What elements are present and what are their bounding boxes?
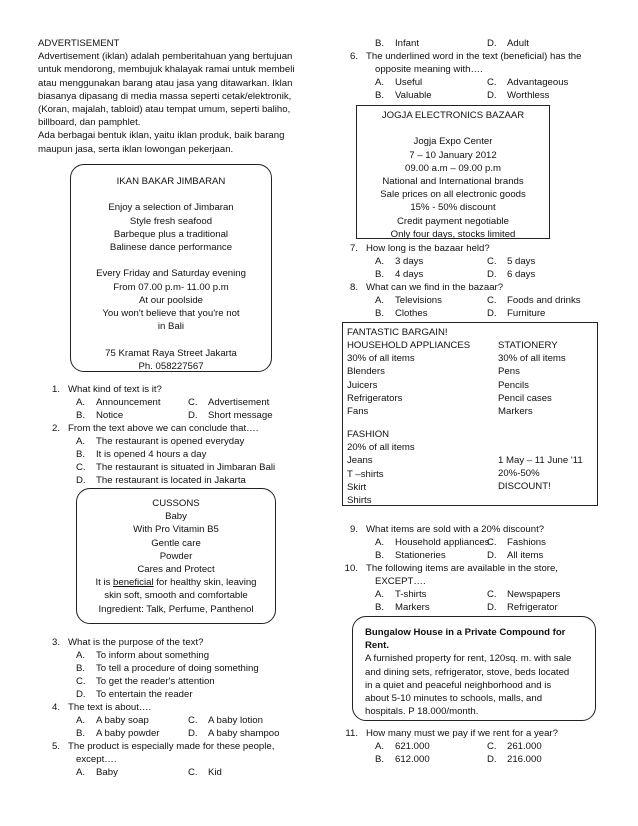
ad-line: Juicers xyxy=(347,379,378,391)
option-b[interactable]: B. Markers xyxy=(375,602,430,613)
intro-line: Ada berbagai bentuk iklan, yaitu iklan produk, baik barang xyxy=(38,130,285,142)
stationery-column xyxy=(498,339,566,418)
ad-line: From 07.00 p.m- 11.00 p.m xyxy=(113,281,229,293)
option-c[interactable]: C. Advantageous xyxy=(487,77,569,88)
question-2: 2. From the text above we can conclude that…. xyxy=(51,423,259,434)
ad-line xyxy=(71,188,271,201)
question-4: 4. The text is about…. xyxy=(51,702,152,713)
option-d[interactable]: D. 6 days xyxy=(487,269,536,280)
ad-ikan-bakar xyxy=(70,164,272,372)
option-d[interactable]: D. Refrigerator xyxy=(487,602,558,613)
ad-line: 7 – 10 January 2012 xyxy=(409,149,497,161)
intro-line: untuk mendorong, membujuk khalayak ramai untuk membeli xyxy=(38,64,295,76)
ad-line: Baby xyxy=(165,511,187,523)
option-a[interactable]: A. Household appliances xyxy=(375,537,490,548)
ad-line: Jogja Expo Center xyxy=(413,136,493,148)
question-10: 10. The following items are available in the store, xyxy=(344,563,558,574)
option-d[interactable]: D. Worthless xyxy=(487,90,550,101)
intro-line: (Koran, majalah, tabloid) atau tempat umum, seperti baliho, xyxy=(38,104,291,116)
ad-line: Every Friday and Saturday evening xyxy=(96,268,246,280)
ad-title: FANTASTIC BARGAIN! xyxy=(347,327,448,338)
intro-line: biasanya dipasang di media massa seperti cetak/elektronik, xyxy=(38,90,292,102)
option-b[interactable]: B. Infant xyxy=(375,38,420,49)
intro-line: Advertisement (iklan) adalah pemberitahuan yang bertujuan xyxy=(38,51,293,63)
option-b[interactable]: B. 612.000 xyxy=(375,754,430,765)
ad-line: Powder xyxy=(159,550,193,562)
ad-line: 75 Kramat Raya Street Jakarta xyxy=(105,347,237,359)
ad-line: Barbeque plus a traditional xyxy=(113,228,229,240)
ad-line: 09.00 a.m – 09.00 p.m xyxy=(405,162,501,174)
option-b[interactable]: B. It is opened 4 hours a day xyxy=(76,449,207,460)
ad-line: Markers xyxy=(498,406,533,418)
ad-line: Refrigerators xyxy=(347,392,403,404)
ad-line: Credit payment negotiable xyxy=(397,215,509,227)
option-c[interactable]: C. Kid xyxy=(188,767,222,778)
ad-line: Pencils xyxy=(498,379,529,391)
option-b[interactable]: B. 4 days xyxy=(375,269,424,280)
question-6: 6. The underlined word in the text (beneficial) has the xyxy=(349,51,582,62)
ad-line: in a quiet and peaceful neighborhood and is xyxy=(365,679,552,691)
ad-bungalow xyxy=(352,616,596,721)
intro-line: maupun jasa, serta iklan lowongan pekerjaan. xyxy=(38,143,234,155)
ad-line: 30% of all items xyxy=(347,353,415,365)
question-6-cont: opposite meaning with…. xyxy=(375,64,483,75)
option-a[interactable]: A. Announcement xyxy=(76,397,161,408)
question-5: 5. The product is especially made for these people, xyxy=(51,741,275,752)
option-c[interactable]: C. A baby lotion xyxy=(188,715,263,726)
ad-line: skin soft, smooth and comfortable xyxy=(104,590,248,602)
ad-line: Shirts xyxy=(347,495,372,507)
ad-line: Pens xyxy=(498,366,520,378)
option-a[interactable]: A. Useful xyxy=(375,77,423,88)
option-b[interactable]: B. Valuable xyxy=(375,90,432,101)
option-a[interactable]: A. The restaurant is opened everyday xyxy=(76,436,245,447)
ad-line xyxy=(71,333,271,346)
option-c[interactable]: C. Foods and drinks xyxy=(487,295,581,306)
ad-line: about 5-10 minutes to schools, malls, and xyxy=(365,693,543,705)
ad-line: CUSSONS xyxy=(152,498,200,509)
question-10-cont: EXCEPT…. xyxy=(375,576,426,587)
ad-line: At our poolside xyxy=(139,294,203,306)
option-b[interactable]: B. Stationeries xyxy=(375,550,446,561)
question-8: 8. What can we find in the bazaar? xyxy=(349,282,504,293)
intro-section xyxy=(38,37,295,156)
ad-line: Ph. 058227567 xyxy=(138,360,204,372)
ad-line: 20%-50% xyxy=(498,468,540,480)
ad-line: 1 May – 11 June '11 xyxy=(498,455,583,466)
ad-line: Ingredient: Talk, Perfume, Panthenol xyxy=(98,603,254,615)
question-9: 9. What items are sold with a 20% discount? xyxy=(349,524,545,535)
option-c[interactable]: C. The restaurant is situated in Jimbaran Bali xyxy=(76,462,276,473)
ad-line: With Pro Vitamin B5 xyxy=(133,524,219,536)
option-a[interactable]: A. T-shirts xyxy=(375,589,427,600)
question-5-cont: except…. xyxy=(76,754,117,765)
ad-line: National and International brands xyxy=(382,176,524,188)
option-d[interactable]: D. 216.000 xyxy=(487,754,542,765)
ad-line: Jeans xyxy=(347,455,373,467)
fashion-column xyxy=(347,428,415,507)
ad-line xyxy=(71,254,271,267)
option-a[interactable]: A. A baby soap xyxy=(76,715,149,726)
ad-title: Bungalow House in a Private Compound for xyxy=(365,627,566,638)
ad-line: Style fresh seafood xyxy=(129,215,213,227)
option-b[interactable]: B. To tell a procedure of doing something xyxy=(76,663,259,674)
ad-line: IKAN BAKAR JIMBARAN xyxy=(116,176,226,187)
underlined-word: beneficial xyxy=(113,577,154,589)
ad-line: Balinese dance performance xyxy=(109,242,233,254)
ad-line: Only four days, stocks limited xyxy=(390,228,516,240)
ad-title-cont: Rent. xyxy=(365,640,389,652)
intro-line: atau menggunakan barang atau jasa yang ditawarkan. Iklan xyxy=(38,77,293,89)
question-7: 7. How long is the bazaar held? xyxy=(349,243,490,254)
option-d[interactable]: D. Short message xyxy=(188,410,273,421)
fashion-right-column xyxy=(498,454,583,494)
option-c[interactable]: C. 261.000 xyxy=(487,741,542,752)
ad-line: Cares and Protect xyxy=(137,564,215,576)
household-column xyxy=(347,339,470,418)
intro-line: billboard, dan pamphlet. xyxy=(38,117,141,129)
ad-line: Fans xyxy=(347,406,369,418)
ad-line: Blenders xyxy=(347,366,385,378)
question-3: 3. What is the purpose of the text? xyxy=(51,637,204,648)
ad-jogja-bazaar xyxy=(356,105,550,239)
ad-line: HOUSEHOLD APPLIANCES xyxy=(347,340,471,351)
option-c[interactable]: C. Newspapers xyxy=(487,589,561,600)
question-11: 11. How many must we pay if we rent for a year? xyxy=(345,728,558,739)
ad-line: 15% - 50% discount xyxy=(410,202,496,214)
ad-line: Gentle care xyxy=(151,537,201,549)
ad-line: Enjoy a selection of Jimbaran xyxy=(108,202,234,214)
option-d[interactable]: D. All items xyxy=(487,550,544,561)
ad-line: and dining sets, refrigerator, stove, beds located xyxy=(365,666,570,678)
option-d[interactable]: D. A baby shampoo xyxy=(188,728,280,739)
option-d[interactable]: D. To entertain the reader xyxy=(76,689,193,700)
ad-line: 30% of all items xyxy=(498,353,566,365)
option-d[interactable]: D. The restaurant is located in Jakarta xyxy=(76,475,246,486)
ad-line: A furnished property for rent, 120sq. m. with sale xyxy=(365,653,572,665)
option-d[interactable]: D. Furniture xyxy=(487,308,546,319)
ad-line: hospitals. P 18.000/month. xyxy=(365,706,479,718)
option-b[interactable]: B. Clothes xyxy=(375,308,428,319)
option-a[interactable]: A. 3 days xyxy=(375,256,424,267)
ad-line: in Bali xyxy=(157,321,185,333)
ad-line: Pencil cases xyxy=(498,392,552,404)
ad-line: 20% of all items xyxy=(347,442,415,454)
ad-line: You won't believe that you're not xyxy=(102,308,240,320)
question-1: 1. What kind of text is it? xyxy=(51,384,162,395)
option-d[interactable]: D. Adult xyxy=(487,38,529,49)
ad-line: T –shirts xyxy=(347,468,384,480)
ad-line: STATIONERY xyxy=(498,340,558,351)
option-a[interactable]: A. 621.000 xyxy=(375,741,430,752)
ad-line: It is beneficial for healthy skin, leaving xyxy=(95,577,257,589)
option-a[interactable]: A. Baby xyxy=(76,767,118,778)
option-b[interactable]: B. Notice xyxy=(76,410,124,421)
option-c[interactable]: C. 5 days xyxy=(487,256,536,267)
option-a[interactable]: A. Televisions xyxy=(375,295,442,306)
ad-line: DISCOUNT! xyxy=(498,481,551,493)
ad-line: Skirt xyxy=(347,481,367,493)
ad-line: FASHION xyxy=(347,429,390,440)
option-c[interactable]: C. To get the reader's attention xyxy=(76,676,215,687)
ad-fantastic-bargain xyxy=(342,322,598,506)
option-a[interactable]: A. To inform about something xyxy=(76,650,210,661)
option-c[interactable]: C. Advertisement xyxy=(188,397,270,408)
option-c[interactable]: C. Fashions xyxy=(487,537,546,548)
ad-cussons xyxy=(76,488,276,624)
ad-title: JOGJA ELECTRONICS BAZAAR xyxy=(381,110,525,121)
option-b[interactable]: B. A baby powder xyxy=(76,728,160,739)
page-heading: ADVERTISEMENT xyxy=(38,38,120,49)
ad-line: Sale prices on all electronic goods xyxy=(380,189,526,201)
